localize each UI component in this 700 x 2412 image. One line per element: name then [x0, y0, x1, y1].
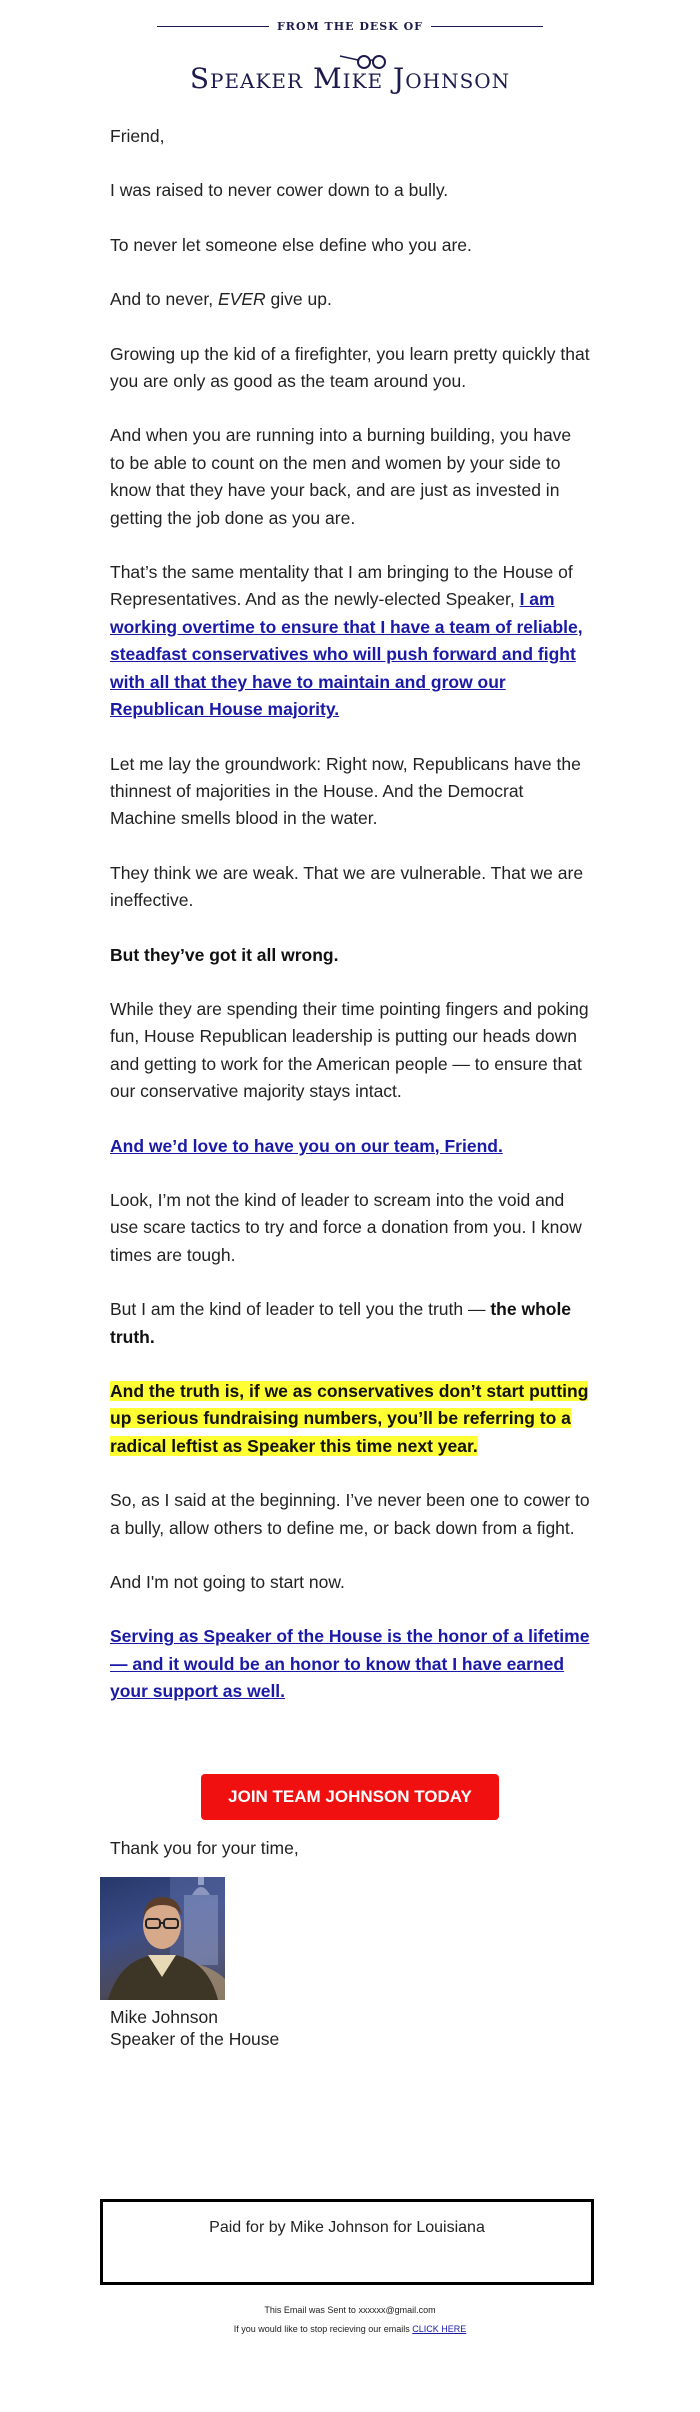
header-rule-right	[431, 26, 543, 27]
paragraph-3	[110, 286, 590, 313]
desk-of-row	[0, 20, 700, 33]
unsubscribe-link[interactable]: CLICK HERE	[412, 2324, 467, 2334]
paragraph-13-text: But I am the kind of leader to tell you the truth —	[110, 1299, 491, 1320]
paragraph-17	[110, 1623, 590, 1705]
unsubscribe-notice	[0, 2324, 700, 2334]
paragraph-10: While they are spending their time pointing fingers and poking fun, House Republican leadership is putting our heads down and getting to work for the American people — to ensure that our conservative majority stays intact.	[110, 998, 589, 1102]
paid-for-text: Paid for by Mike Johnson for Louisiana	[209, 2219, 485, 2236]
paragraph-1: I was raised to never cower down to a bully.	[110, 180, 449, 201]
support-link[interactable]: Serving as Speaker of the House is the honor of a lifetime — and it would be an honor to know that I have earned your support as well.	[110, 1626, 590, 1702]
speaker-portrait-image	[100, 1877, 225, 2000]
paragraph-6	[110, 559, 590, 723]
paragraph-7: Let me lay the groundwork: Right now, Republicans have the thinnest of majorities in the House. And the Democrat Machine smells blood in the water.	[110, 753, 581, 829]
highlighted-text: And the truth is, if we as conservatives don’t start putting up serious fundraising numbers, you’ll be referring to a radical leftist as Speaker this time next year.	[110, 1381, 589, 1456]
paragraph-13	[110, 1296, 590, 1351]
unsubscribe-text: If you would like to stop recieving our emails	[233, 2324, 413, 2334]
paragraph-5: And when you are running into a burning building, you have to be able to count on the men and women by your side to know that they have your back, and are just as invested in getting the job done as you are.	[110, 425, 572, 528]
paragraph-4: Growing up the kid of a firefighter, you learn pretty quickly that you are only as good as the team around you.	[110, 343, 590, 392]
desk-of-label: FROM THE DESK OF	[277, 20, 423, 33]
paragraph-15: So, as I said at the beginning. I’ve never been one to cower to a bully, allow others to define me, or back down from a fight.	[110, 1490, 590, 1538]
salutation: Friend,	[110, 126, 165, 146]
signature-block	[110, 2006, 279, 2050]
signer-role: Speaker of the House	[110, 2029, 280, 2049]
team-link[interactable]: I am working overtime to ensure that I have a team of reliable, steadfast conservatives who will push forward and fight with all that they have to maintain and grow our Republican House majority.	[110, 589, 583, 720]
header-rule-left	[157, 26, 269, 27]
closing-thanks: Thank you for your time,	[110, 1838, 299, 1858]
paragraph-9: But they’ve got it all wrong.	[110, 944, 339, 965]
cta-container	[0, 1774, 700, 1820]
paragraph-8: They think we are weak. That we are vulnerable. That we are ineffective.	[110, 862, 584, 911]
email-header	[0, 0, 700, 95]
join-team-button[interactable]: JOIN TEAM JOHNSON TODAY	[201, 1774, 499, 1820]
join-team-link[interactable]: And we’d love to have you on our team, Friend.	[110, 1135, 503, 1156]
paragraph-3-emphasis: EVER	[218, 289, 266, 310]
paragraph-2: To never let someone else define who you are.	[110, 234, 472, 255]
paragraph-3-end: give up.	[265, 289, 332, 310]
paragraph-12: Look, I’m not the kind of leader to scream into the void and use scare tactics to try and force a donation from you. I know times are tough.	[110, 1189, 582, 1265]
speaker-photo	[100, 1877, 225, 2000]
paragraph-6-text: That’s the same mentality that I am bringing to the House of Representatives. And as the newly-elected Speaker,	[110, 562, 573, 610]
letter-body	[110, 123, 590, 1706]
paragraph-16: And I'm not going to start now.	[110, 1572, 345, 1593]
signer-name: Mike Johnson	[110, 2007, 218, 2027]
paragraph-11	[110, 1133, 590, 1160]
paragraph-13-bold: the whole truth.	[110, 1299, 572, 1347]
paragraph-3-start: And to never,	[110, 289, 218, 310]
paid-for-box	[100, 2199, 594, 2285]
sent-to-notice: This Email was Sent to xxxxxx@gmail.com	[264, 2305, 436, 2315]
paragraph-14	[110, 1378, 590, 1460]
page-title: Speaker Mike Johnson	[189, 62, 511, 95]
